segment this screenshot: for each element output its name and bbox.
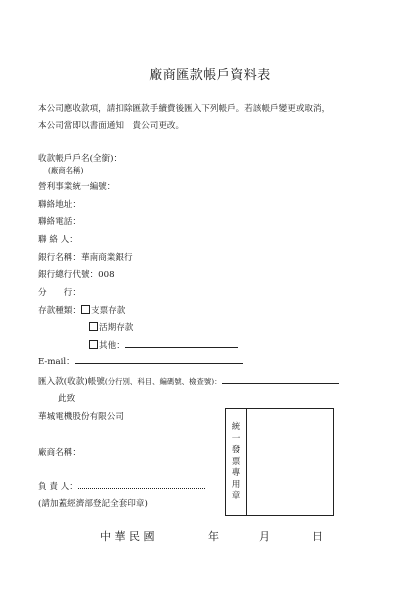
deposit-type-row: [38, 304, 125, 316]
savings-row: [89, 321, 133, 333]
bank-name-value: 華南商業銀行: [80, 253, 133, 263]
savings-checkbox[interactable]: [89, 322, 98, 331]
date-day: 日: [312, 530, 323, 543]
other-option: 其他：: [99, 341, 125, 351]
bank-name-label: 銀行名稱：: [38, 253, 81, 263]
branch-label: 分 行：: [38, 288, 81, 298]
tax-id-label: 營利事業統一編號：: [38, 182, 116, 192]
bank-name-row: [38, 251, 133, 263]
checking-checkbox[interactable]: [81, 305, 90, 314]
email-input-line[interactable]: [75, 355, 243, 364]
bank-code-label: 銀行總行代號：: [38, 270, 99, 280]
date-year: 年: [208, 530, 219, 543]
date-era: 中 華 民 國: [100, 530, 155, 543]
other-row: [89, 339, 238, 351]
closing-text: 此致: [58, 394, 76, 404]
phone-label: 聯絡電話：: [38, 217, 81, 227]
address-label: 聯絡地址：: [38, 200, 81, 210]
invoice-stamp-label: 統一發票專用章: [231, 422, 241, 501]
remit-account-label: 匯入款(收款)帳號: [38, 377, 105, 387]
other-checkbox[interactable]: [89, 340, 98, 349]
checking-option: 支票存款: [90, 306, 126, 316]
person-in-charge-label: 負 責 人：: [38, 482, 78, 492]
account-name-note: (廠商名稱): [48, 166, 84, 175]
date-month: 月: [259, 530, 270, 543]
stamp-box-divider: [246, 408, 247, 516]
account-name-label: 收款帳戶戶名(全銜)：: [38, 154, 123, 164]
savings-option: 活期存款: [99, 323, 134, 333]
remit-account-input-line[interactable]: [222, 375, 339, 384]
company-name: 華城電機股份有限公司: [38, 412, 124, 422]
other-input-line[interactable]: [125, 339, 238, 348]
intro-line-2: 本公司當即以書面通知 貴公司更改。: [38, 121, 185, 131]
bank-code-row: [38, 268, 115, 280]
remit-account-row: [38, 375, 339, 387]
deposit-type-label: 存款種類：: [38, 306, 81, 316]
signature-line[interactable]: [78, 480, 205, 489]
seal-note: (請加蓋經濟部登記全套印章): [38, 499, 148, 509]
person-in-charge-row: [38, 480, 205, 492]
page-title: 廠商匯款帳戶資料表: [149, 68, 271, 83]
remit-account-note: (分行別、科目、編碼號、檢查號)：: [104, 377, 222, 386]
bank-code-value: 008: [98, 270, 115, 280]
vendor-name-label: 廠商名稱：: [38, 448, 81, 458]
email-row: [38, 355, 243, 367]
contact-label: 聯 絡 人：: [38, 235, 78, 245]
intro-line-1: 本公司應收款項，請扣除匯款手續費後匯入下列帳戶。若該帳戶變更或取消，: [38, 104, 331, 114]
email-label: E-mail：: [38, 357, 75, 367]
